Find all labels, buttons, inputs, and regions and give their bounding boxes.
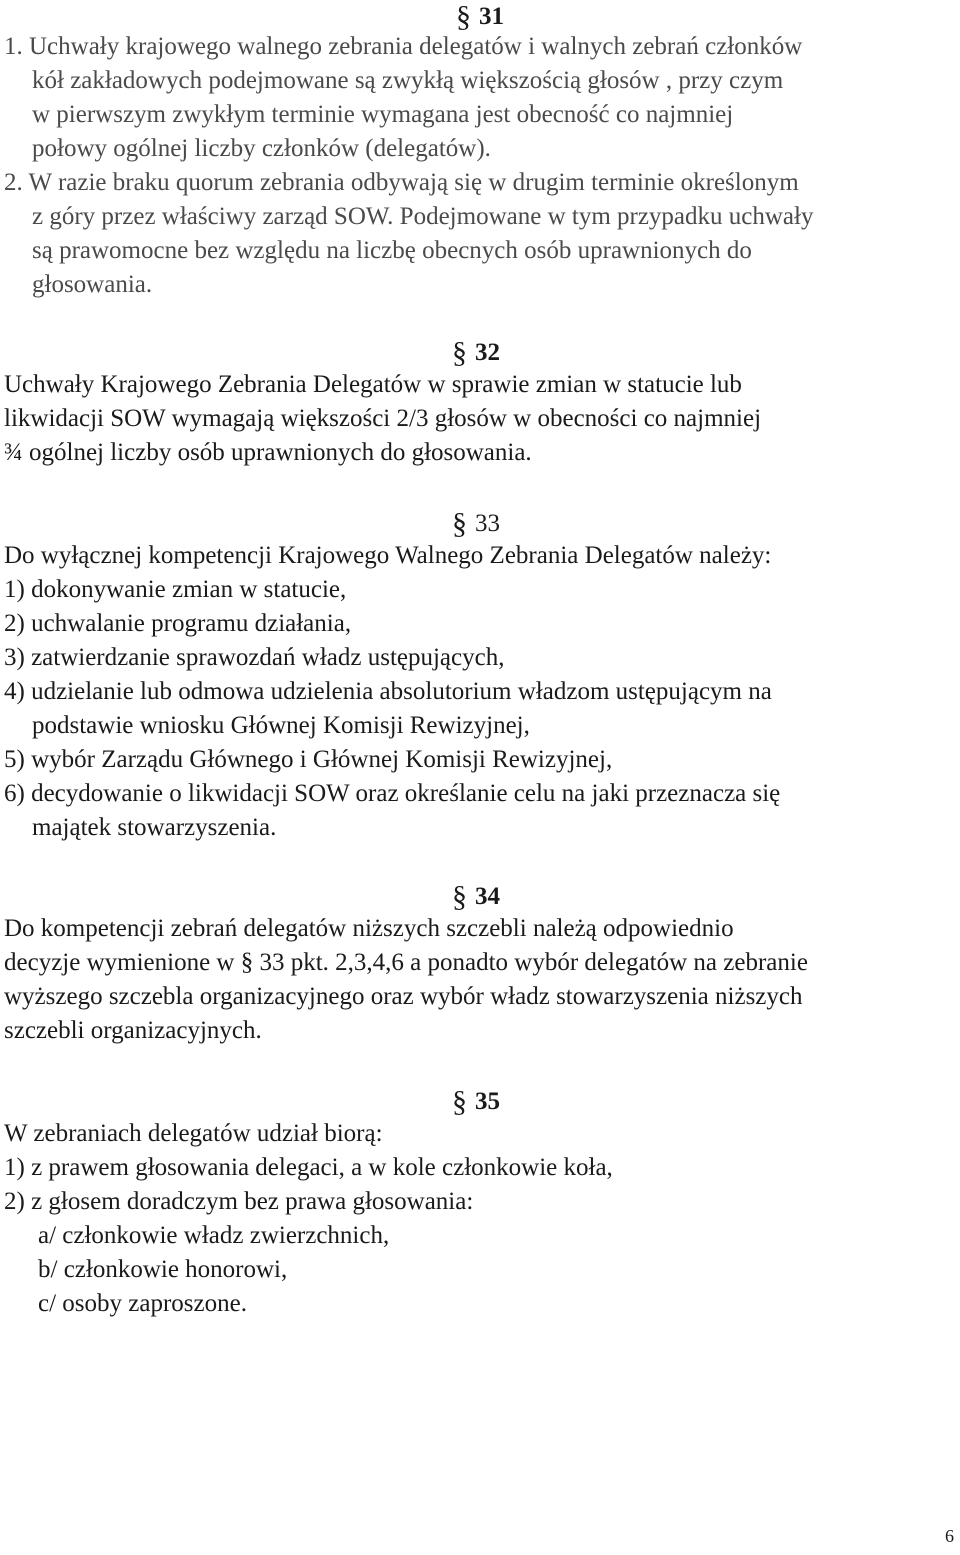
paragraph-line: w pierwszym zwykłym terminie wymagana jest obecność co najmniej: [32, 101, 734, 128]
section-symbol: §: [452, 880, 467, 913]
list-item: 6) decydowanie o likwidacji SOW oraz określanie celu na jaki przeznacza się: [4, 780, 781, 807]
paragraph-line: połowy ogólnej liczby członków (delegatów).: [32, 135, 491, 162]
section-34-body: [4, 912, 954, 1048]
paragraph-line: 2. W razie braku quorum zebrania odbywają się w drugim terminie określonym: [4, 169, 799, 196]
list-item: 1) dokonywanie zmian w statucie,: [4, 576, 347, 603]
sub-list-item: b/ członkowie honorowi,: [38, 1256, 288, 1283]
section-31-body: [4, 30, 954, 302]
paragraph-line: decyzje wymienione w § 33 pkt. 2,3,4,6 a ponadto wybór delegatów na zebranie: [4, 949, 808, 976]
section-35-body: [4, 1117, 954, 1321]
paragraph-line: wyższego szczebla organizacyjnego oraz wybór władz stowarzyszenia niższych: [4, 983, 803, 1010]
list-item: 2) z głosem doradczym bez prawa głosowania:: [4, 1188, 474, 1215]
section-34-heading: [452, 878, 500, 914]
section-symbol: §: [456, 0, 471, 33]
list-item: 2) uchwalanie programu działania,: [4, 610, 352, 637]
section-32-heading: [452, 334, 500, 370]
paragraph-line: głosowania.: [32, 271, 153, 298]
section-symbol: §: [452, 1085, 467, 1118]
section-symbol: §: [452, 507, 467, 540]
page-number: 6: [945, 1526, 954, 1546]
list-item-continuation: podstawie wniosku Głównej Komisji Rewizyjnej,: [32, 712, 530, 739]
section-number: 31: [479, 3, 504, 30]
section-33-heading: [452, 505, 500, 541]
section-number: 34: [475, 883, 500, 910]
paragraph-line: ¾ ogólnej liczby osób uprawnionych do głosowania.: [4, 439, 532, 466]
paragraph-line: są prawomocne bez względu na liczbę obecnych osób uprawnionych do: [32, 237, 752, 264]
section-symbol: §: [452, 336, 467, 369]
paragraph-line: kół zakładowych podejmowane są zwykłą większością głosów , przy czym: [32, 67, 784, 94]
list-item: 3) zatwierdzanie sprawozdań władz ustępujących,: [4, 644, 505, 671]
section-number: 32: [475, 339, 500, 366]
section-35-heading: [452, 1083, 500, 1119]
paragraph-line: Uchwały Krajowego Zebrania Delegatów w sprawie zmian w statucie lub: [4, 371, 742, 398]
paragraph-line: 1. Uchwały krajowego walnego zebrania delegatów i walnych zebrań członków: [4, 33, 803, 60]
sub-list-item: c/ osoby zaproszone.: [38, 1290, 247, 1317]
list-item: 4) udzielanie lub odmowa udzielenia absolutorium władzom ustępującym na: [4, 678, 772, 705]
paragraph-line: z góry przez właściwy zarząd SOW. Podejmowane w tym przypadku uchwały: [32, 203, 814, 230]
paragraph-line: szczebli organizacyjnych.: [4, 1017, 262, 1044]
list-item-continuation: majątek stowarzyszenia.: [32, 814, 277, 841]
section-31-heading: [456, 0, 504, 34]
paragraph-intro: Do wyłącznej kompetencji Krajowego Walnego Zebrania Delegatów należy:: [4, 542, 772, 569]
section-number: 35: [475, 1088, 500, 1115]
section-number: 33: [475, 510, 500, 537]
sub-list-item: a/ członkowie władz zwierzchnich,: [38, 1222, 390, 1249]
section-32-body: [4, 368, 954, 470]
paragraph-line: likwidacji SOW wymagają większości 2/3 głosów w obecności co najmniej: [4, 405, 762, 432]
section-33-body: [4, 539, 954, 845]
paragraph-line: Do kompetencji zebrań delegatów niższych szczebli należą odpowiednio: [4, 915, 734, 942]
paragraph-intro: W zebraniach delegatów udział biorą:: [4, 1120, 383, 1147]
list-item: 1) z prawem głosowania delegaci, a w kole członkowie koła,: [4, 1154, 613, 1181]
list-item: 5) wybór Zarządu Głównego i Głównej Komisji Rewizyjnej,: [4, 746, 613, 773]
